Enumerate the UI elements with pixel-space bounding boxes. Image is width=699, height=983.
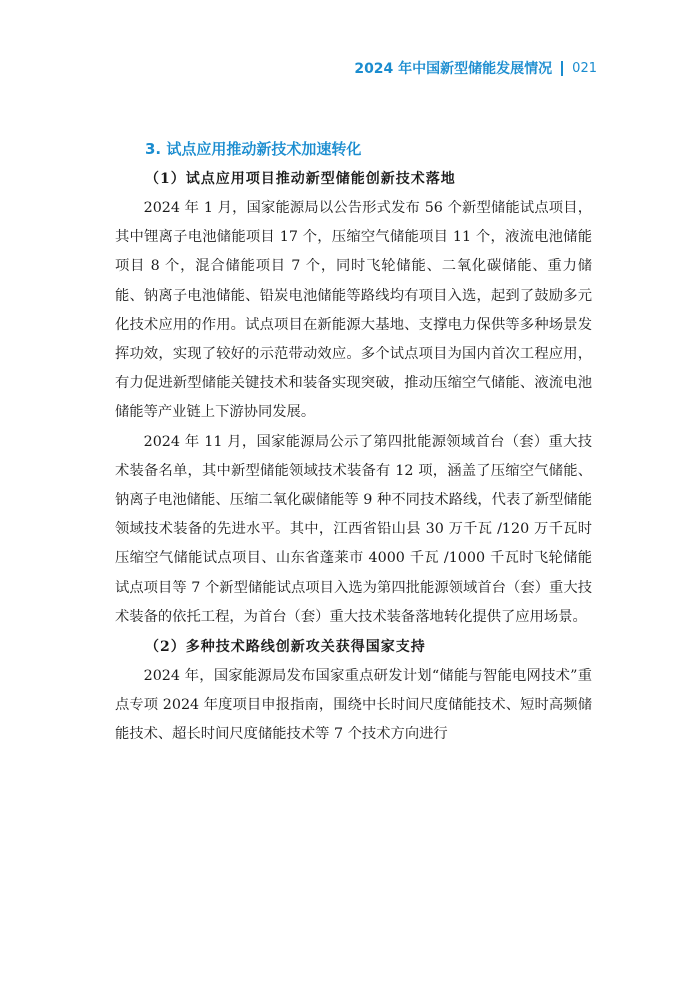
header-divider <box>561 61 563 76</box>
paragraph-2: 2024 年 11 月，国家能源局公示了第四批能源领域首台（套）重大技术装备名单，其中新型储能领域技术装备有 12 项，涵盖了压缩空气储能、钠离子电池储能、压缩二氧化碳储能等 9 种不同技术路线，代表了新型储能领域技术装备的先进水平。其中，江西省铅山县 30 万千瓦 /120 万千瓦时压缩空气储能试点项目、山东省蓬莱市 4000 千瓦 /1000 千瓦时飞轮储能试点项目等 7 个新型储能试点项目入选为第四批能源领域首台（套）重大技术装备的依托工程，为首台（套）重大技术装备落地转化提供了应用场景。 <box>115 433 592 625</box>
page-header <box>354 58 597 78</box>
page-number: 021 <box>572 60 597 76</box>
section-title: 3. 试点应用推动新技术加速转化 <box>145 140 362 158</box>
subsection-heading-2: （2）多种技术路线创新攻关获得国家支持 <box>145 639 426 656</box>
main-content <box>115 134 592 750</box>
subsection-heading-1: （1）试点应用项目推动新型储能创新技术落地 <box>145 171 456 187</box>
header-title: 2024 年中国新型储能发展情况 <box>354 61 553 77</box>
paragraph-1: 2024 年 1 月，国家能源局以公告形式发布 56 个新型储能试点项目，其中锂离子电池储能项目 17 个，压缩空气储能项目 11 个，液流电池储能项目 8 个，混合储能项目 7 个，同时飞轮储能、二氧化碳储能、重力储能、钠离子电池储能、铅炭电池储能等路线均有项目入选，起到了鼓励多元化技术应用的作用。试点项目在新能源大基地、支撑电力保供等多种场景发挥功效，实现了较好的示范带动效应。多个试点项目为国内首次工程应用，有力促进新型储能关键技术和装备实现突破，推动压缩空气储能、液流电池储能等产业链上下游协同发展。 <box>115 200 592 421</box>
paragraph-3: 2024 年，国家能源局发布国家重点研发计划“储能与智能电网技术”重点专项 2024 年度项目申报指南，围绕中长时间尺度储能技术、短时高频储能技术、超长时间尺度储能技术等 7 个技术方向进行 <box>115 668 592 743</box>
